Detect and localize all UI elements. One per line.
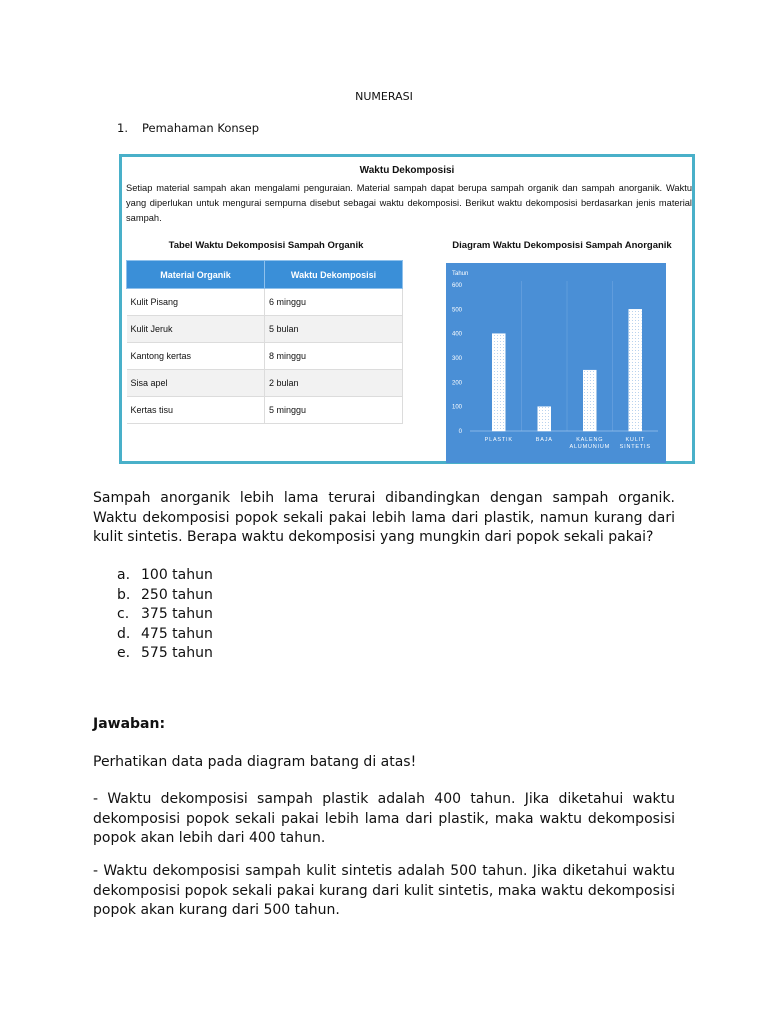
- x-tick-label: SINTETIS: [619, 444, 651, 450]
- bar: [629, 309, 642, 431]
- option-text: 475 tahun: [141, 625, 213, 642]
- option-letter: b.: [117, 586, 131, 603]
- table-cell: 2 bulan: [265, 370, 403, 397]
- answer-paragraph-3: - Waktu dekomposisi sampah kulit sintetis adalah 500 tahun. Jika diketahui waktu dekomposisi popok sekali pakai kurang dari kulit sintetis, maka waktu dekomposisi popok akan kurang dari 500 tahun.: [93, 863, 675, 918]
- y-tick-label: 600: [451, 283, 462, 289]
- table-row: [127, 397, 403, 424]
- bar: [538, 407, 551, 431]
- table-cell: 5 bulan: [265, 316, 403, 343]
- option-b[interactable]: [117, 586, 213, 606]
- bar-chart-svg: [446, 263, 666, 463]
- table-cell: Kulit Pisang: [127, 289, 265, 316]
- bar-chart: [446, 263, 666, 463]
- table-cell: Kantong kertas: [127, 343, 265, 370]
- y-tick-label: 100: [451, 404, 462, 411]
- option-c[interactable]: [117, 605, 213, 625]
- figure-frame: [119, 154, 695, 464]
- table-cell: Kulit Jeruk: [127, 316, 265, 343]
- y-tick-label: 0: [458, 429, 462, 435]
- table-cell: 5 minggu: [265, 397, 403, 424]
- x-tick-label: PLASTIK: [484, 437, 513, 443]
- table-row: [127, 316, 403, 343]
- document-title: NUMERASI: [355, 90, 413, 103]
- option-a[interactable]: [117, 566, 213, 586]
- table-cell: 8 minggu: [265, 343, 403, 370]
- table-row: [127, 343, 403, 370]
- bar: [492, 334, 505, 431]
- organic-table: [126, 260, 403, 424]
- y-tick-label: 400: [451, 331, 462, 338]
- question-text: Sampah anorganik lebih lama terurai dibandingkan dengan sampah organik. Waktu dekomposisi popok sekali pakai lebih lama dari plastik, namun kurang dari kulit sintetis. Berapa waktu dekomposisi yang mungkin dari popok sekali pakai?: [93, 490, 675, 545]
- answer-options: [117, 566, 213, 664]
- section-number: 1.: [117, 121, 128, 135]
- table-header: Material Organik: [127, 261, 265, 289]
- y-tick-label: 500: [451, 307, 462, 314]
- x-tick-label: KALENG: [576, 437, 604, 443]
- table-cell: Sisa apel: [127, 370, 265, 397]
- y-axis-label: Tahun: [452, 271, 469, 277]
- option-letter: a.: [117, 567, 131, 583]
- answer-paragraph-1: Perhatikan data pada diagram batang di atas!: [93, 754, 417, 770]
- table-cell: 6 minggu: [265, 289, 403, 316]
- figure-title: Waktu Dekomposisi: [359, 165, 455, 176]
- option-text: 250 tahun: [141, 586, 213, 603]
- option-text: 575 tahun: [141, 645, 213, 661]
- table-title: Tabel Waktu Dekomposisi Sampah Organik: [168, 240, 364, 251]
- y-tick-label: 200: [451, 380, 462, 387]
- option-e[interactable]: [117, 644, 213, 664]
- x-tick-label: ALUMUNIUM: [569, 444, 611, 450]
- option-letter: d.: [117, 625, 131, 642]
- x-tick-label: BAJA: [535, 437, 553, 443]
- section-title: Pemahaman Konsep: [142, 121, 260, 135]
- option-letter: c.: [117, 606, 130, 622]
- bar: [583, 370, 596, 431]
- option-d[interactable]: [117, 625, 213, 645]
- x-tick-label: KULIT: [625, 437, 646, 443]
- option-text: 100 tahun: [141, 567, 213, 583]
- answer-label: Jawaban:: [93, 716, 166, 732]
- option-text: 375 tahun: [141, 606, 213, 622]
- table-header: Waktu Dekomposisi: [265, 261, 403, 289]
- table-row: [127, 289, 403, 316]
- option-letter: e.: [117, 645, 131, 661]
- y-tick-label: 300: [451, 356, 462, 362]
- table-cell: Kertas tisu: [127, 397, 265, 424]
- answer-paragraph-2: - Waktu dekomposisi sampah plastik adalah 400 tahun. Jika diketahui waktu dekomposisi popok sekali pakai lebih lama dari plastik, maka waktu dekomposisi popok akan lebih dari 400 tahun.: [93, 791, 675, 846]
- chart-title: Diagram Waktu Dekomposisi Sampah Anorganik: [452, 240, 672, 251]
- table-row: [127, 370, 403, 397]
- figure-intro: Setiap material sampah akan mengalami penguraian. Material sampah dapat berupa sampah organik dan sampah anorganik. Waktu yang diperlukan untuk mengurai sempurna disebut sebagai waktu dekomposisi. Berikut waktu dekomposisi berdasarkan jenis material sampah.: [126, 183, 692, 223]
- section-heading: [117, 121, 259, 135]
